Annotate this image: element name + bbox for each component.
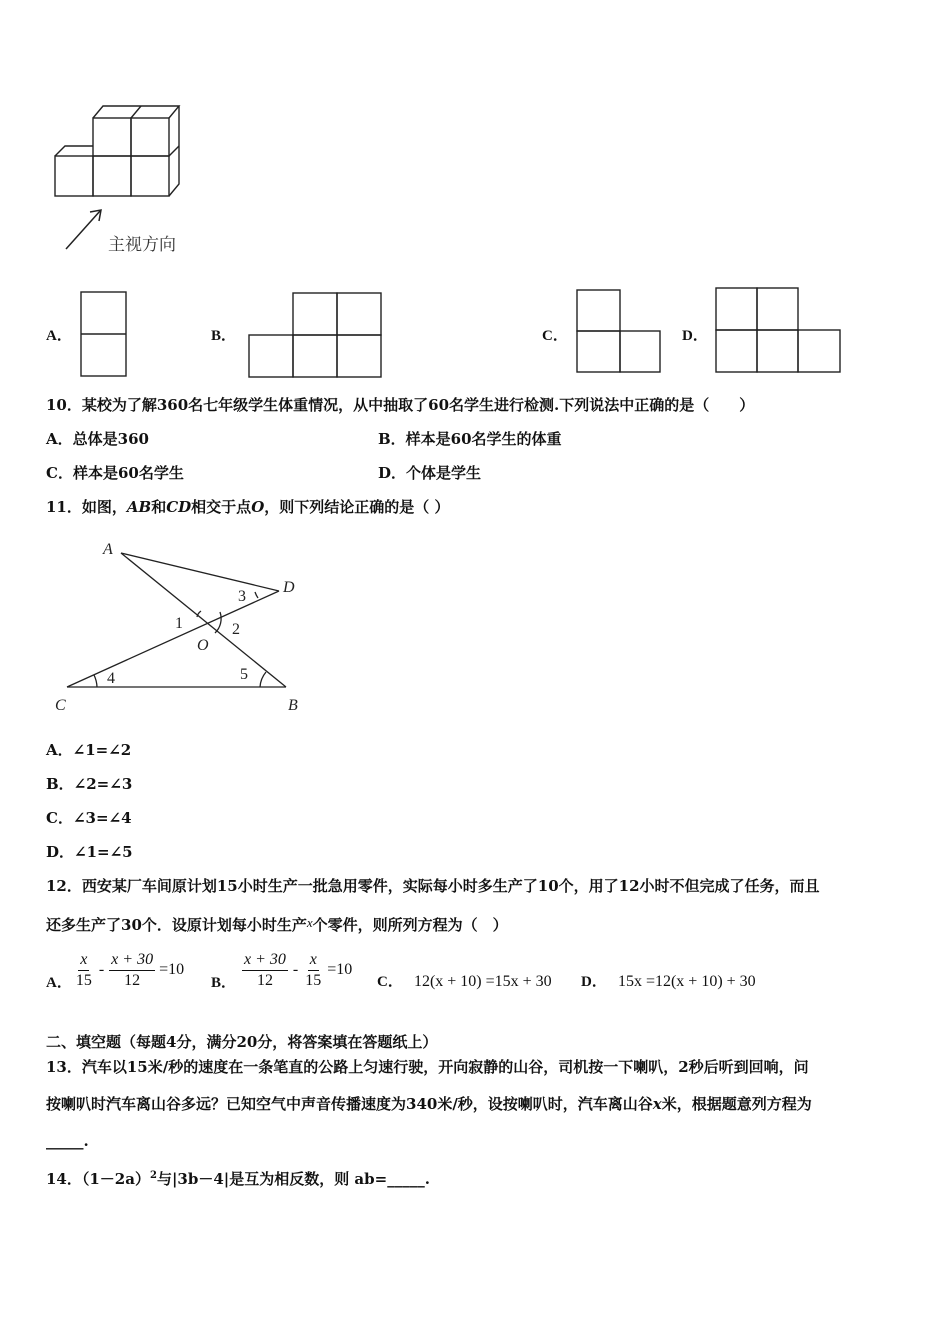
q12-line2: 还多生产了30个．设原计划每小时生产x个零件，则所列方程为（ ） (46, 915, 508, 934)
q9-option-a-figure (79, 290, 129, 380)
angle-4-label: 4 (107, 670, 115, 687)
angle-2-label: 2 (232, 621, 240, 638)
q11-option-c: C．∠3=∠4 (46, 809, 132, 827)
q13-line2: 按喇叭时汽车离山谷多远？已知空气中声音传播速度为340米/秒，设按喇叭时，汽车离山谷x米，根据题意列方程为 (46, 1095, 812, 1113)
point-b-label: B (288, 697, 298, 714)
q10-option-d: D．个体是学生 (378, 464, 482, 482)
q9-option-b-figure (247, 291, 383, 381)
q11-option-d: D．∠1=∠5 (46, 843, 133, 861)
point-c-label: C (55, 697, 66, 714)
q9-option-d-figure (714, 286, 844, 376)
q10-option-a: A．总体是360 (46, 430, 149, 448)
q10-option-b: B．样本是60名学生的体重 (378, 430, 562, 448)
q12-option-a: A． $\frac{x}{15}$ - $\frac{x + 30}{12}$ =10 (46, 950, 185, 991)
q13-answer-blank[interactable]: _____. (46, 1132, 89, 1150)
angle-1-label: 1 (175, 615, 183, 632)
q10-stem: 10．某校为了解360名七年级学生体重情况，从中抽取了60名学生进行检测.下列说法中正确的是（ ） (46, 396, 755, 414)
point-a-label: A (103, 541, 113, 558)
q9-option-b-label: B． (211, 328, 237, 344)
angle-3-label: 3 (238, 588, 246, 605)
q10-option-c: C．样本是60名学生 (46, 464, 184, 482)
q9-option-c-figure (575, 288, 663, 376)
point-o-label: O (197, 637, 209, 654)
q14-stem: 14．$(1-2a)^2$与|3b－4|是互为相反数，则 ab=_____. (46, 1170, 430, 1188)
q11-figure (45, 535, 315, 720)
q12-option-d: D． 15x =12(x + 10) + 30 (581, 973, 756, 990)
q12-option-b: B． $\frac{x + 30}{12}$ - $\frac{x}{15}$ =10 (211, 950, 353, 991)
q9-option-a-label: A． (46, 328, 72, 344)
point-d-label: D (283, 579, 295, 596)
q9-option-c-label: C． (542, 328, 568, 344)
q11-stem: 11．如图，AB和CD相交于点O，则下列结论正确的是（ ） (46, 498, 450, 516)
angle-5-label: 5 (240, 666, 248, 683)
view-direction-caption: 主视方向 (108, 235, 176, 255)
q12-option-c: C． 12(x + 10) =15x + 30 (377, 973, 552, 990)
section-2-title: 二、填空题（每题4分，满分20分，将答案填在答题纸上） (46, 1033, 438, 1051)
q12-line1: 12．西安某厂车间原计划15小时生产一批急用零件，实际每小时多生产了10个，用了12小时不但完成了任务，而且 (46, 877, 820, 895)
q11-option-a: A．∠1=∠2 (46, 741, 132, 759)
view-direction-arrow (62, 205, 112, 255)
q13-line1: 13．汽车以15米/秒的速度在一条笔直的公路上匀速行驶，开向寂静的山谷，司机按一下喇叭，2秒后听到回响，问 (46, 1058, 809, 1076)
q9-option-d-label: D． (682, 328, 708, 344)
q11-option-b: B．∠2=∠3 (46, 775, 133, 793)
